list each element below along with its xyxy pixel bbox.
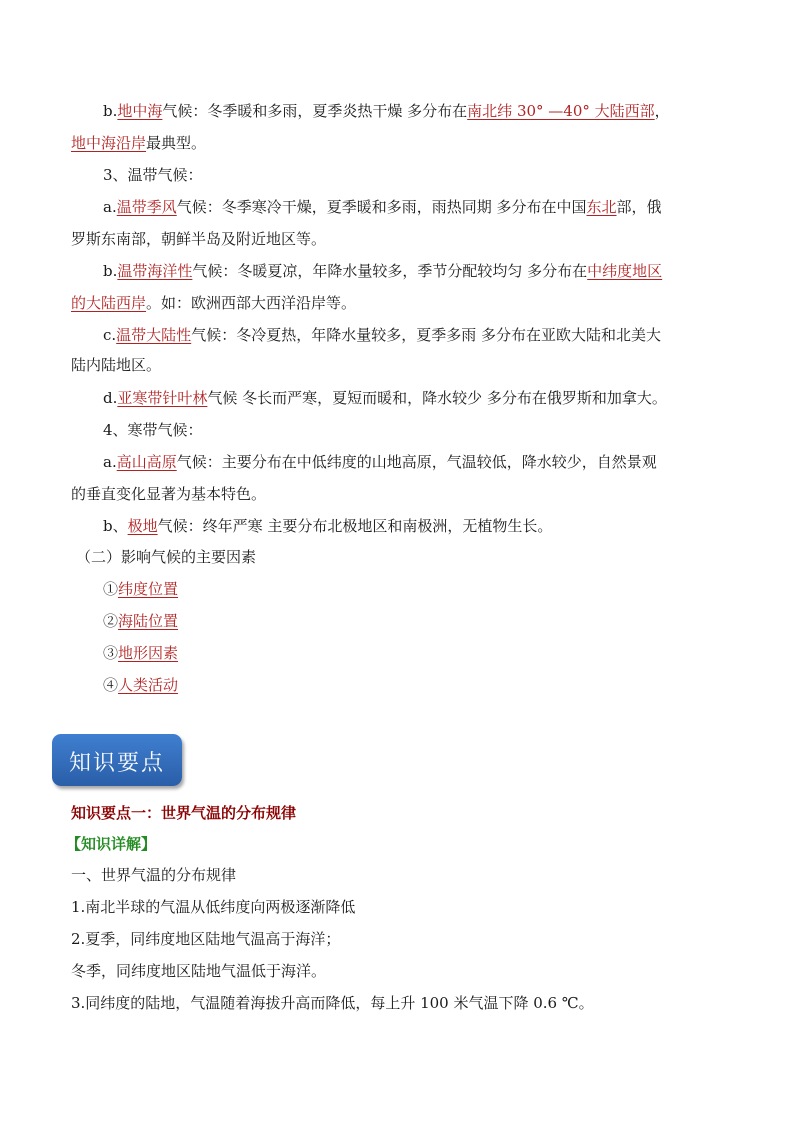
polar-line: b、极地气候：终年严寒 主要分布北极地区和南极洲，无植物生长。 — [103, 517, 553, 535]
point1-title: 知识要点一：世界气温的分布规律 — [71, 804, 297, 822]
term-mediterranean: 地中海 — [117, 102, 163, 120]
term-highland: 高山高原 — [116, 453, 177, 471]
temperate-maritime-line2: 的大陆西岸。如：欧洲西部大西洋沿岸等。 — [71, 294, 357, 312]
mediterranean-climate-line2: 地中海沿岸最典型。 — [71, 134, 207, 152]
loc-west-coast: 的大陆西岸 — [71, 294, 147, 312]
rule2a: 2.夏季，同纬度地区陆地气温高于海洋； — [71, 930, 341, 948]
rule1: 1.南北半球的气温从低纬度向两极逐渐降低 — [71, 898, 356, 916]
subarctic-line: d.亚寒带针叶林气候 冬长而严寒，夏短而暖和，降水较少 多分布在俄罗斯和加拿大。 — [103, 389, 667, 407]
term-subarctic-taiga: 亚寒带针叶林 — [117, 389, 208, 407]
temperate-continental-line2: 陆内陆地区。 — [71, 356, 162, 374]
factor-item: ③地形因素 — [103, 644, 179, 662]
rule2b: 冬季，同纬度地区陆地气温低于海洋。 — [71, 962, 327, 980]
temperate-heading: 3、温带气候： — [103, 166, 203, 184]
temperate-monsoon-line2: 罗斯东南部，朝鲜半岛及附近地区等。 — [71, 230, 327, 248]
loc-30-40: 南北纬 30° —40° 大陆西部 — [467, 102, 655, 120]
temperate-continental-line: c.温带大陆性气候：冬冷夏热，年降水量较多，夏季多雨 多分布在亚欧大陆和北美大 — [103, 326, 661, 344]
loc-mediterranean-coast: 地中海沿岸 — [71, 134, 147, 152]
term-temperate-monsoon: 温带季风 — [116, 198, 177, 216]
highland-line2: 的垂直变化显著为基本特色。 — [71, 485, 267, 503]
factors-heading: （二）影响气候的主要因素 — [76, 548, 257, 566]
term-polar: 极地 — [127, 517, 158, 535]
detail-tag: 【知识详解】 — [66, 835, 157, 853]
temperate-maritime-line: b.温带海洋性气候：冬暖夏凉，年降水量较多，季节分配较均匀 多分布在中纬度地区 — [103, 262, 663, 280]
knowledge-points-badge — [52, 734, 182, 786]
section1-heading: 一、世界气温的分布规律 — [71, 866, 237, 884]
highland-line: a.高山高原气候：主要分布在中低纬度的山地高原，气温较低，降水较少，自然景观 — [103, 453, 657, 471]
factor-item: ④人类活动 — [103, 676, 179, 694]
term-temperate-continental: 温带大陆性 — [116, 326, 192, 344]
mediterranean-climate-line: b.地中海气候：冬季暖和多雨，夏季炎热干燥 多分布在南北纬 30° —40° 大陆西部， — [103, 102, 670, 120]
temperate-monsoon-line: a.温带季风气候：冬季寒冷干燥，夏季暖和多雨，雨热同期 多分布在中国东北部，俄 — [103, 198, 662, 216]
factor-item: ①纬度位置 — [103, 580, 179, 598]
loc-northeast: 东北 — [586, 198, 617, 216]
badge-label: 知识要点 — [68, 751, 165, 776]
rule3: 3.同纬度的陆地，气温随着海拔升高而降低，每上升 100 米气温下降 0.6 ℃。 — [71, 994, 594, 1012]
loc-mid-latitude: 中纬度地区 — [587, 262, 663, 280]
cold-heading: 4、寒带气候： — [103, 421, 203, 439]
term-temperate-maritime: 温带海洋性 — [117, 262, 193, 280]
factor-item: ②海陆位置 — [103, 612, 179, 630]
